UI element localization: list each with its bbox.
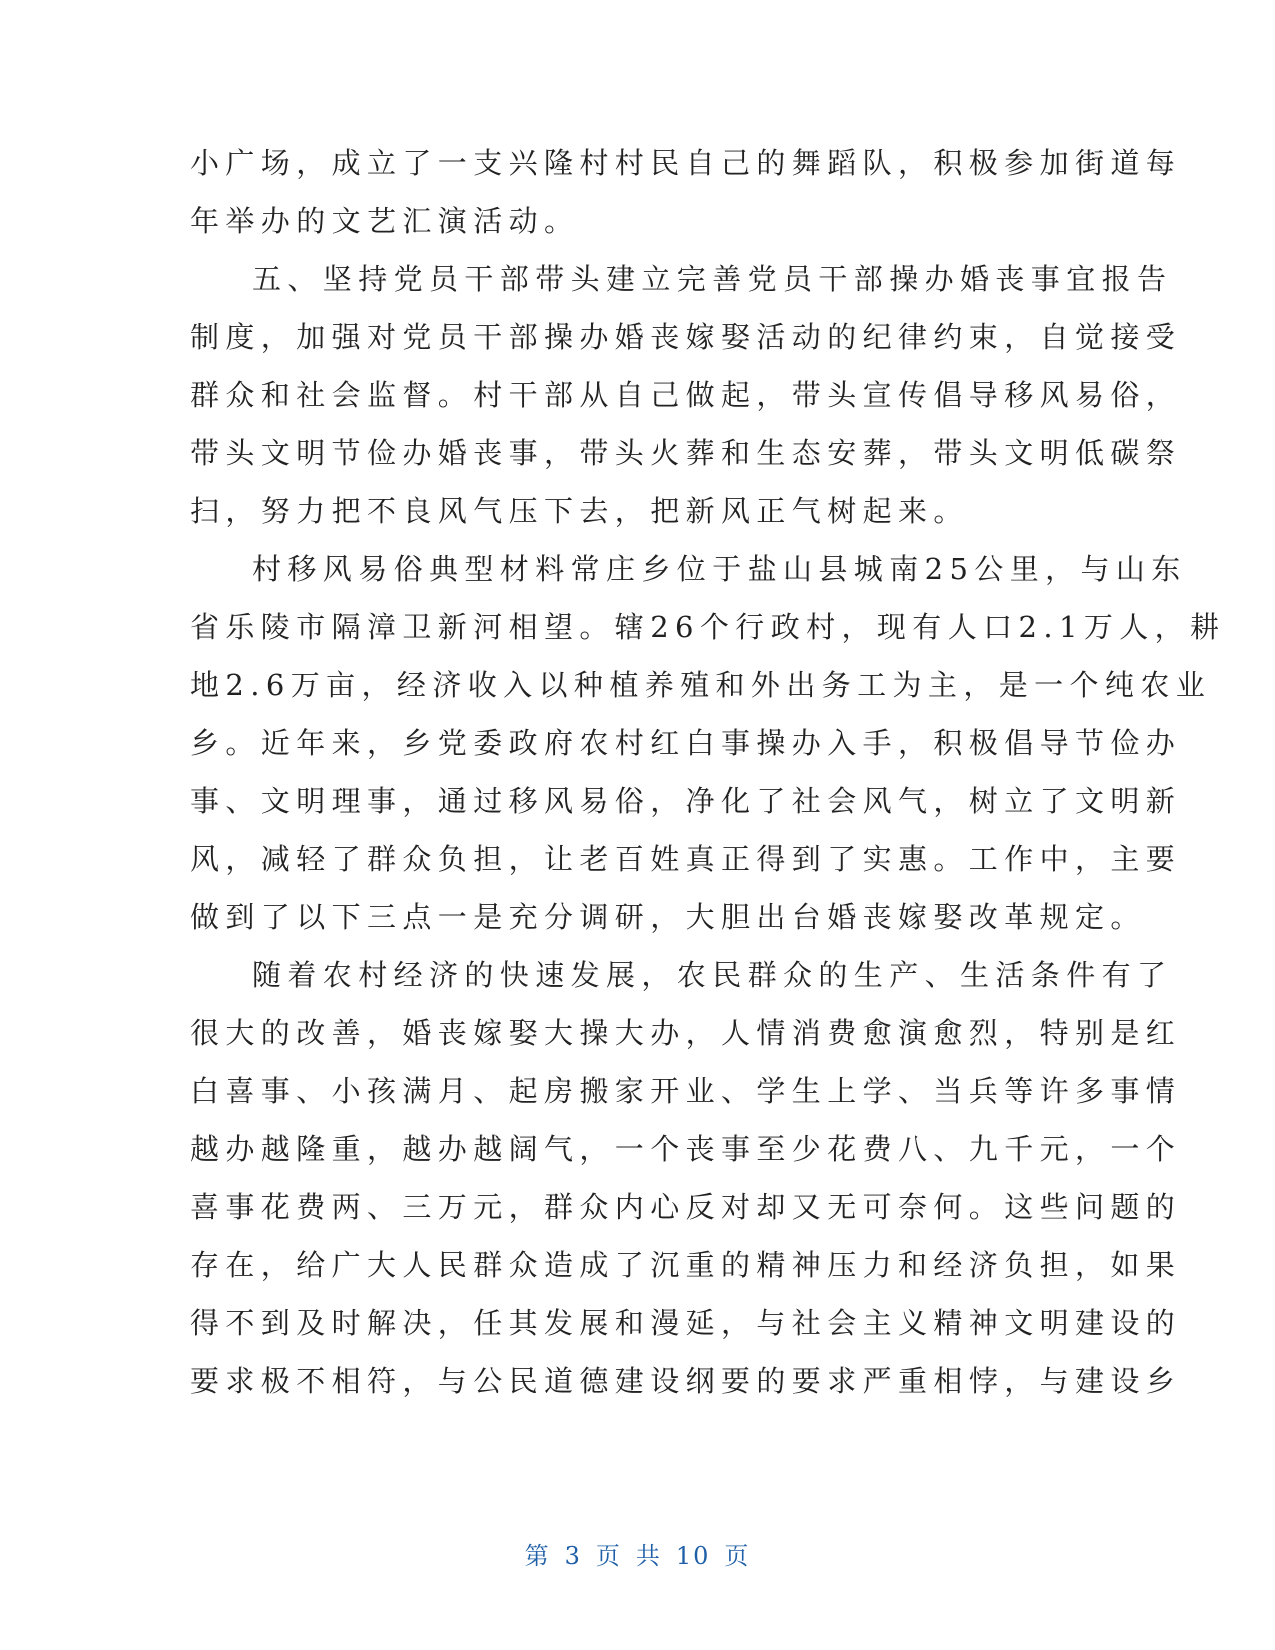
text-line: 群众和社会监督。村干部从自己做起，带头宣传倡导移风易俗，: [190, 378, 1182, 412]
text-line: 做到了以下三点一是充分调研，大胆出台婚丧嫁娶改革规定。: [190, 900, 1146, 934]
page-current-number: 3: [564, 1542, 582, 1570]
text-line: 扫，努力把不良风气压下去，把新风正气树起来。: [190, 494, 969, 528]
page-prefix: 第: [524, 1542, 551, 1570]
text-line: 白喜事、小孩满月、起房搬家开业、学生上学、当兵等许多事情: [190, 1074, 1182, 1108]
text-line: 省乐陵市隔漳卫新河相望。辖26个行政村，现有人口2.1万人，耕: [190, 610, 1226, 644]
page-mid-label: 页: [595, 1542, 622, 1570]
text-line: 越办越隆重，越办越阔气，一个丧事至少花费八、九千元，一个: [190, 1132, 1182, 1166]
text-line: 得不到及时解决，任其发展和漫延，与社会主义精神文明建设的: [190, 1306, 1182, 1340]
text-line: 风，减轻了群众负担，让老百姓真正得到了实惠。工作中，主要: [190, 842, 1182, 876]
text-line: 随着农村经济的快速发展，农民群众的生产、生活条件有了: [252, 958, 1173, 992]
text-line: 喜事花费两、三万元，群众内心反对却又无可奈何。这些问题的: [190, 1190, 1182, 1224]
page-suffix: 页: [724, 1542, 751, 1570]
text-line: 小广场，成立了一支兴隆村村民自己的舞蹈队，积极参加街道每: [190, 146, 1182, 180]
total-prefix: 共: [635, 1542, 662, 1570]
page-total-number: 10: [675, 1542, 711, 1570]
text-line: 制度，加强对党员干部操办婚丧嫁娶活动的纪律约束，自觉接受: [190, 320, 1182, 354]
text-line: 存在，给广大人民群众造成了沉重的精神压力和经济负担，如果: [190, 1248, 1182, 1282]
text-line: 五、坚持党员干部带头建立完善党员干部操办婚丧事宜报告: [252, 262, 1173, 296]
text-line: 年举办的文艺汇演活动。: [190, 204, 580, 238]
text-line: 事、文明理事，通过移风易俗，净化了社会风气，树立了文明新: [190, 784, 1182, 818]
page-footer: [0, 1540, 1275, 1572]
text-line: 乡。近年来，乡党委政府农村红白事操办入手，积极倡导节俭办: [190, 726, 1182, 760]
text-line: 带头文明节俭办婚丧事，带头火葬和生态安葬，带头文明低碳祭: [190, 436, 1182, 470]
text-line: 要求极不相符，与公民道德建设纲要的要求严重相悖，与建设乡: [190, 1364, 1182, 1398]
text-line: 地2.6万亩，经济收入以种植养殖和外出务工为主，是一个纯农业: [190, 668, 1212, 702]
text-line: 村移风易俗典型材料常庄乡位于盐山县城南25公里，与山东: [252, 552, 1187, 586]
text-line: 很大的改善，婚丧嫁娶大操大办，人情消费愈演愈烈，特别是红: [190, 1016, 1182, 1050]
